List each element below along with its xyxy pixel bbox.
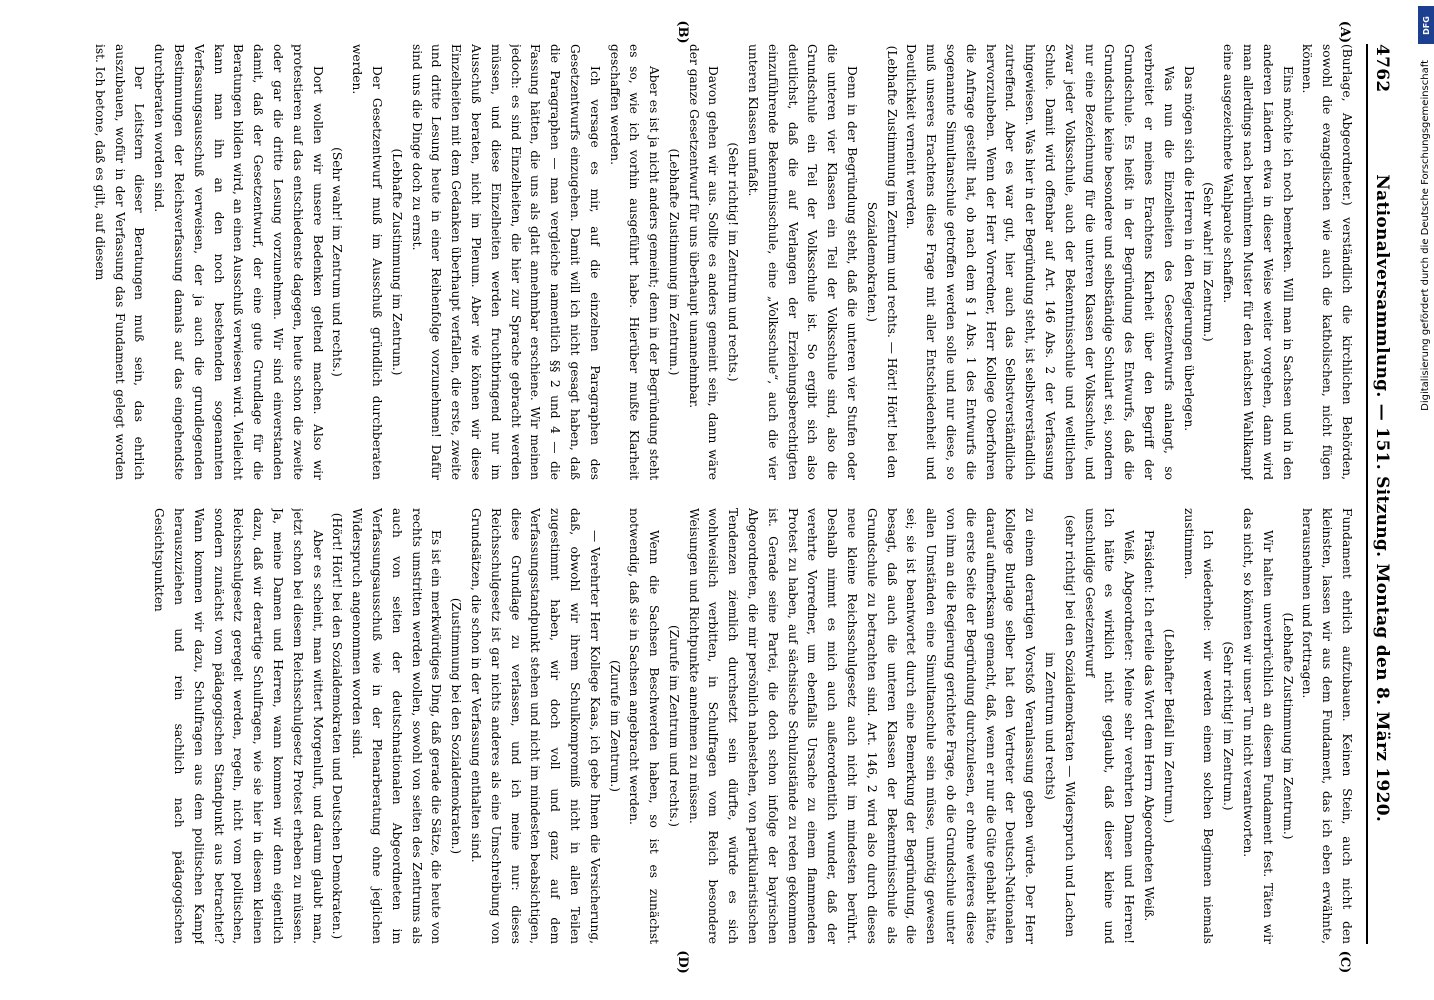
- page-header: [1372, 44, 1412, 944]
- interjection: (Sehr richtig! im Zentrum und rechts.): [726, 142, 741, 382]
- paragraph: Wenn die Sachsen Beschwerden haben, so ist es zunächst notwendig, daß sie in Sachsen angebracht werden.: [627, 508, 662, 944]
- interjection: (Hört! Hört! bei den Sozialdemokraten und Deutschen Demokraten.): [330, 512, 345, 940]
- digitization-credit-text: Digitalisierung gefördert durch die Deutsche Forschungsgemeinschaft: [1420, 60, 1431, 411]
- interjection: (Lebhafte Zustimmung im Zentrum.): [666, 148, 681, 376]
- margin-marker-c: (C): [1337, 950, 1352, 974]
- dfg-logo: [1418, 6, 1434, 44]
- paragraph: Der Leitstern dieser Beratungen muß sein, das ehrlich auszubauen, wofür in der Verfassung das Fundament gelegt worden ist. Ich betone, daß es gilt, auf diesem: [92, 44, 147, 480]
- paragraph: Weiß, Abgeordneter: Meine sehr verehrten Damen und Herren! Ich hätte es wirklich nicht geglaubt, daß dieser kleine und unschuldige Gesetzentwurf: [1082, 508, 1137, 944]
- dfg-logo-text: DFG: [1421, 15, 1431, 35]
- session-title: Nationalversammlung. — 151. Sitzung. Montag den 8. März 1920.: [1372, 174, 1392, 823]
- paragraph: Ich versage es mir, auf die einzelnen Paragraphen des Gesetzentwurfs einzugehen. Damit will ich nicht gesagt haben, daß die Paragraphen — man vergleiche namentlich §§ 2 und 4 — die Fassung hätten, die uns als glatt annehmbar erschiene. Wir meinen jedoch: es sind Einzelheiten, die hier zur Sprache gebracht werden müssen, und diese Einzelheiten werden fruchtbringend nur im Ausschuß beraten, nicht im Plenum. Aber wie können wir diese Einzelheiten mit dem Gedanken überhaupt verfallen, die erste, zweite und dritte Lesung heute in einer Reihenfolge vorzunehmen! Dafür sind uns die Dinge doch zu ernst.: [409, 44, 602, 480]
- paragraph: Denn in der Begründung steht, daß die unteren vier Stufen oder die unteren vier Klassen ein Teil der Volksschule sind, also die Grundschule ein Teil der Volksschule ist. So ergibt sich also deutlichst, daß die auf Verlangen der Erziehungsberechtigten einzuführende Bekenntnisschule, eine „Volksschule“, auch die vier unteren Klassen umfaßt.: [746, 44, 860, 480]
- interjection: (sehr richtig! bei den Sozialdemokraten — Widerspruch und Lachen im Zentrum und rechts): [1043, 514, 1077, 938]
- paragraph: Fundament ehrlich aufzubauen. Keinen Stein, auch nicht den kleinsten, lassen wir aus dem Fundament, das ich eben erwähnte, herausnehmen und forttragen.: [1300, 508, 1354, 944]
- margin-marker-d: (D): [675, 950, 690, 974]
- paragraph: Ich wiederhole: wir werden einem solchen Beginnen niemals zustimmen.: [1181, 508, 1216, 944]
- interjection: (Zustimmung bei den Sozialdemokraten.): [449, 597, 464, 855]
- paragraph: Davon gehen wir aus. Sollte es anders gemeint sein, dann wäre der ganze Gesetzentwurf für uns überhaupt unannehmbar.: [686, 44, 721, 480]
- paragraph: Präsident: Ich erteile das Wort dem Herrn Abgeordneten Weiß.: [1142, 530, 1157, 922]
- interjection: (Lebhafte Zustimmung im Zentrum.): [389, 148, 404, 376]
- paragraph: (Burlage, Abgeordneter.) verständlich die kirchlichen Behörden, sowohl die evangelischen wie auch die katholischen, nicht fügen können.: [1300, 44, 1354, 480]
- paragraph: Das mögen sich die Herren in den Regierungen überlegen.: [1181, 66, 1196, 432]
- paragraph: Der Gesetzentwurf muß im Ausschuß gründlich durchberaten werden.: [350, 44, 384, 480]
- paragraph: Eins möchte ich noch bemerken. Will man in Sachsen und in den anderen Ländern etwa in dieser Weise weiter vorgehen, dann wird man allerdings nach berühmtem Muster für den nächsten Wahlkampf eine ausgezeichnete Wahlparole schaffen.: [1221, 44, 1295, 480]
- interjection: (Sehr richtig! im Zentrum.): [1221, 641, 1236, 811]
- interjection: (Zurufe im Zentrum.): [607, 660, 622, 792]
- interjection: (Lebhafter Beifall im Zentrum.): [1161, 628, 1176, 824]
- paragraph: Aber es scheint, man wittert Morgenluft, und darum glaubt man, jetzt schon bei diesem Reichsschulgesetz Protest erheben zu müssen. Ja, meine Damen und Herren, wann kommen wir denn eigentlich dazu, daß wir derartige Schulfragen, wie sie hier in diesem kleinen Reichsschulgesetz geregelt werden, regeln, nicht vom politischen, sondern zunächst vom pädagogischen Standpunkt aus betrachtet? Wann kommen wir dazu, Schulfragen aus dem politischen Kampf herauszuziehen und rein sachlich nach pädagogischen Gesichtspunkten: [152, 508, 325, 944]
- interjection: (Zurufe im Zentrum und rechts.): [666, 624, 681, 828]
- interjection: (Sehr wahr! im Zentrum und rechts.): [330, 147, 345, 377]
- paragraph: Aber es ist ja nicht anders gemeint; denn in der Begründung steht es so, wie ich vorhin ausgeführt habe. Hierüber mußte Klarheit geschaffen werden.: [607, 44, 662, 480]
- paragraph: Was nun die Einzelheiten des Gesetzentwurfs anlangt, so verbreitet er meines Erachtens Klarheit über den Begriff der Grundschule. Es heißt in der Begründung des Entwurfs, daß die Grundschule keine besondere und selbständige Schulart sei, sondern nur eine Bezeichnung für die unteren Klassen der Volksschule, und zwar jeder Volksschule, auch der Bekenntnisschule und weltlichen Schule. Damit wird offenbar auf Art. 146 Abs. 2 der Verfassung hingewiesen. Was hier in der Begründung steht, ist selbstverständlich zutreffend. Aber es war gut, hier auch das Selbstverständliche hervorzuheben. Wenn der Herr Vorredner, Herr Kollege Oberfohren die Anfrage gestellt hat, ob nach dem § 1 Abs. 1 des Entwurfs die sogenannte Simultanschule getroffen werden solle und nur diese, so muß unseres Erachtens diese Frage mit aller Entschiedenheit und Deutlichkeit verneint werden.: [904, 44, 1176, 480]
- margin-marker-b: (B): [675, 20, 690, 44]
- page-number: 4762: [1372, 44, 1392, 93]
- interjection: (Lebhafte Zustimmung im Zentrum und rechts. — Hört! Hört! bei den Sozialdemokraten.): [864, 45, 899, 479]
- paragraph: zu einem derartigen Vorstoß Veranlassung geben würde. Der Herr Kollege Burlage selber hat den Vertreter der Deutsch-Nationalen darauf aufmerksam gemacht, daß, wenn er nur die Güte gehabt hätte, die erste Seite der Begründung durchzulesen, er ohne weiteres diese von ihm an die Regierung gerichtete Frage, ob die Grundschule unter allen Umständen eine Simultanschule sein müsse, unnötig gewesen sei; sie ist beantwortet durch eine Bemerkung der Begründung, die besagt, daß auch die unteren Klassen der Bekenntnisschule als Grundschule zu betrachten sind. Art. 146, 2 wird also durch dieses neue kleine Reichsschulgesetz auch nicht im mindesten berührt. Deshalb nimmt es mich auch außerordentlich wunder, daß der verehrte Vorredner, um ebenfalls Ursache zu einem flammenden Protest zu haben, auf sächsische Schulzustände zu reden gekommen ist. Gerade seine Partei, die doch schon infolge der bayrischen Abgeordneten, die mir persönlich nahestehen, von partikularistischen Tendenzen ziemlich durchsetzt sein dürfte, würde es sich wohlweislich verbitten, in Schulfragen vom Reich besondere Weisungen und Richtpunkte annehmen zu müssen.: [686, 508, 1038, 944]
- header-rule: [1366, 44, 1368, 944]
- digitization-credit: [1418, 0, 1434, 1000]
- paragraph: Wir halten unverbrüchlich an diesem Fundament fest. Täten wir das nicht, so könnten wir unser Tun nicht verantworten.: [1241, 508, 1275, 944]
- text-column-left: [26, 44, 1356, 480]
- paragraph: Es ist ein merkwürdiges Ding, daß gerade die Sätze, die heute von rechts umstritten werden wollen, sowohl von seiten des Zentrums als auch von seiten der deutschnationalen Abgeordneten im Verfassungsausschuß wie in der Plenarberatung ohne jeglichen Widerspruch angenommen worden sind.: [350, 508, 444, 944]
- text-column-right: [26, 508, 1356, 944]
- paragraph: Dort wollen wir unsere Bedenken geltend machen. Also wir protestieren auf das entschiedenste dagegen, heute schon die zweite oder gar die dritte Lesung vorzunehmen. Wir sind einverstanden damit, daß der Gesetzentwurf, der eine gute Grundlage für die Beratungen bilden wird, an einen Ausschuß verwiesen wird. Vielleicht kann man ihn an den noch bestehenden sogenannten Verfassungsausschuß verweisen, der ja auch die grundlegenden Bestimmungen der Reichsverfassung damals auf das eingehendste durchberaten worden sind.: [152, 44, 325, 480]
- interjection: (Lebhafte Zustimmung im Zentrum.): [1280, 612, 1295, 840]
- margin-marker-a: (A): [1337, 20, 1352, 44]
- interjection: (Sehr wahr! im Zentrum.): [1201, 182, 1216, 342]
- paragraph: — Verehrter Herr Kollege Kaas, ich gebe Ihnen die Versicherung, daß, obwohl wir ihrem Schulkompromiß nicht in allen Teilen zugestimmt haben, wir doch voll und ganz auf dem Verfassungsstandpunkt stehen und nicht im mindesten beabsichtigen, diese Grundlage zu verlassen, und ich meine nur: dieses Reichsschulgesetz ist gar nichts anderes als eine Umschreibung von Grundsätzen, die schon in der Verfassung enthalten sind.: [468, 508, 602, 944]
